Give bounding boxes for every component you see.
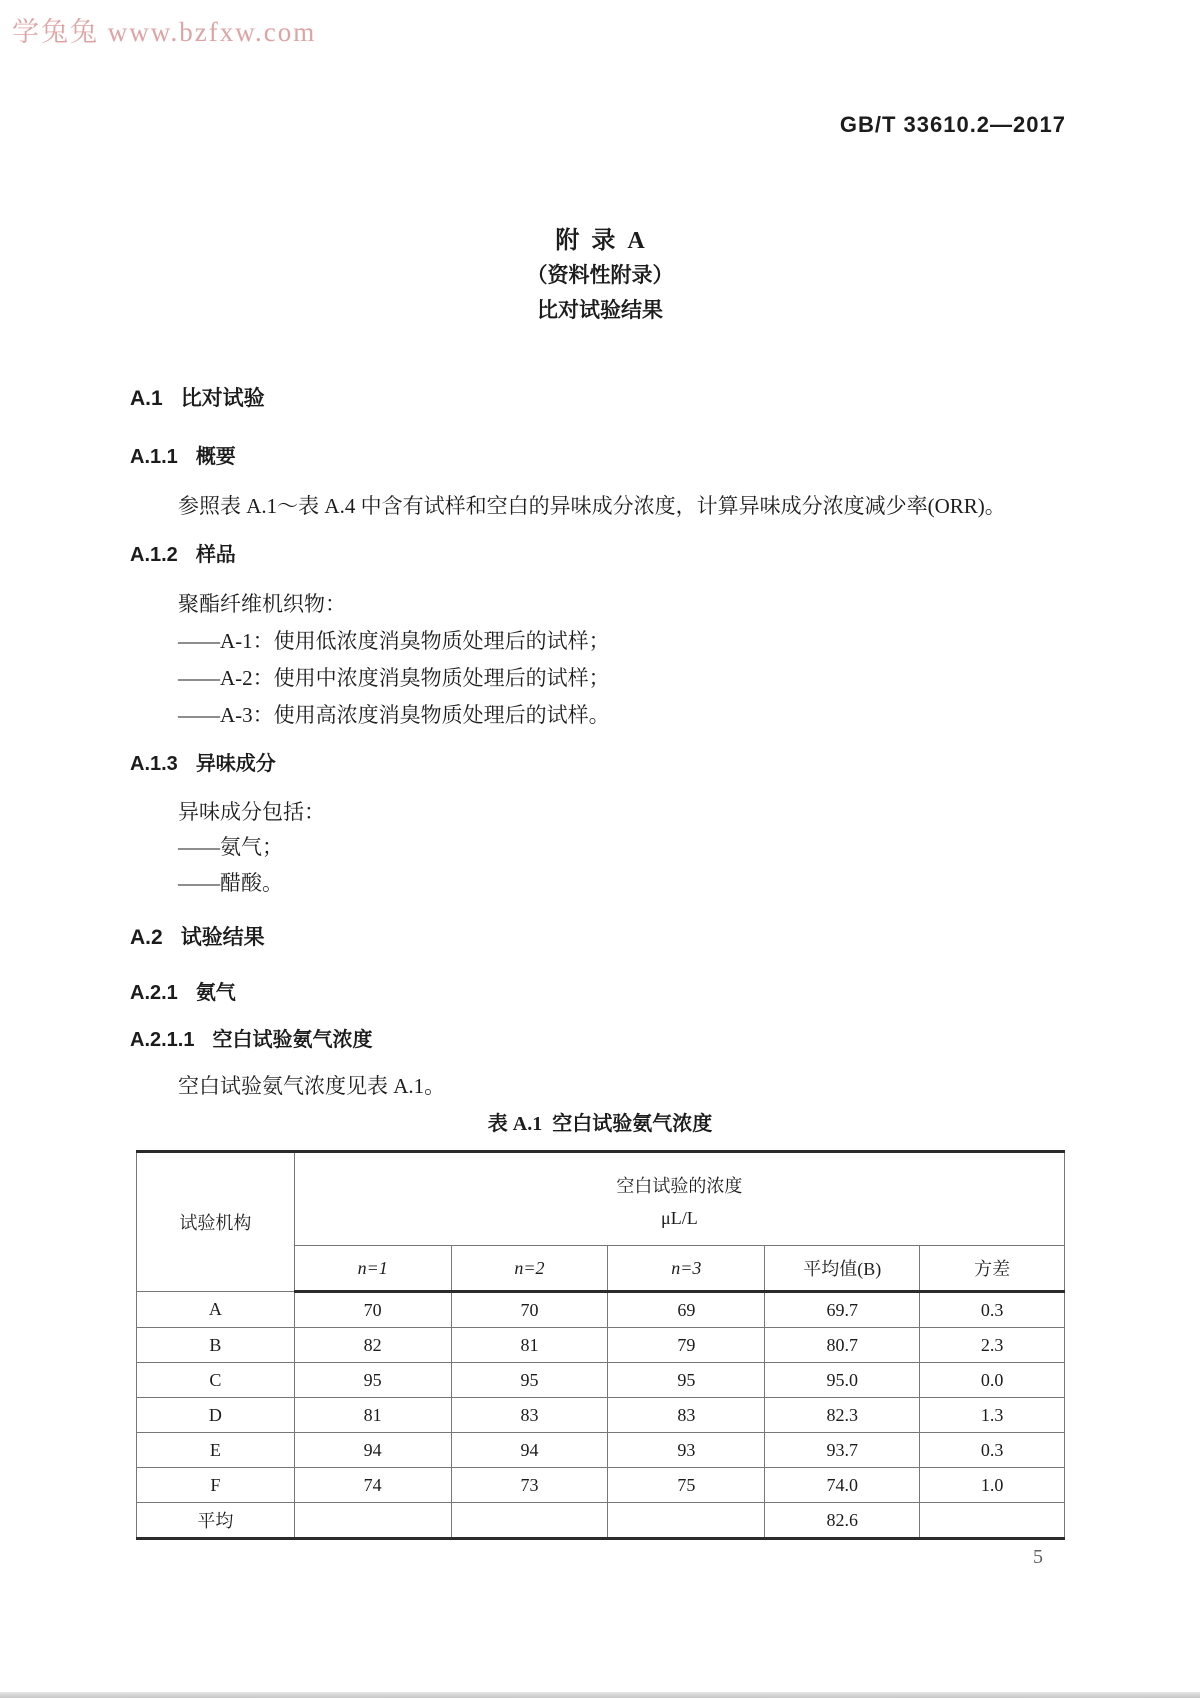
cell-average: 93.7 xyxy=(765,1433,920,1468)
cell-n3: 83 xyxy=(608,1398,765,1433)
cell-n3: 75 xyxy=(608,1468,765,1503)
heading-a11-number: A.1.1 xyxy=(130,446,178,468)
paragraph-a12-intro: 聚酯纤维机织物： xyxy=(178,592,346,616)
cell-org: E xyxy=(137,1433,295,1468)
heading-a13-title: 异味成分 xyxy=(195,753,276,775)
cell-org: B xyxy=(137,1328,295,1363)
group-header-unit: μL/L xyxy=(661,1207,698,1228)
cell-n1 xyxy=(294,1503,451,1539)
table-row xyxy=(137,1328,1065,1363)
column-header-n2: n=2 xyxy=(451,1246,608,1292)
cell-n1: 70 xyxy=(294,1292,451,1328)
cell-n2: 81 xyxy=(451,1328,608,1363)
cell-org: D xyxy=(137,1398,295,1433)
cell-average: 82.6 xyxy=(765,1503,920,1539)
heading-a12 xyxy=(130,538,236,567)
table-row xyxy=(137,1433,1065,1468)
heading-a2-number: A.2 xyxy=(130,926,163,949)
group-header-title: 空白试验的浓度 xyxy=(616,1175,743,1196)
column-header-n3: n=3 xyxy=(608,1246,765,1292)
cell-n3 xyxy=(608,1503,765,1539)
table-caption: 表 A.1 空白试验氨气浓度 xyxy=(487,1113,713,1135)
heading-a211-number: A.2.1.1 xyxy=(130,1029,195,1051)
table-row-average xyxy=(137,1503,1065,1539)
heading-a12-title: 样品 xyxy=(195,544,236,566)
paragraph-a211: 空白试验氨气浓度见表 A.1。 xyxy=(178,1074,446,1098)
table-row xyxy=(137,1468,1065,1503)
heading-a2 xyxy=(130,921,265,951)
cell-n2: 94 xyxy=(451,1433,608,1468)
cell-n1: 94 xyxy=(294,1433,451,1468)
heading-a13 xyxy=(130,747,276,776)
heading-a1 xyxy=(130,382,265,412)
page-number: 5 xyxy=(1033,1546,1043,1568)
watermark: 学兔兔 www.bzfxw.com xyxy=(12,17,317,47)
cell-variance: 0.3 xyxy=(920,1433,1065,1468)
column-header-n1: n=1 xyxy=(294,1246,451,1292)
standard-number: GB/T 33610.2—2017 xyxy=(839,112,1066,137)
heading-a1-title: 比对试验 xyxy=(180,387,265,410)
heading-a21-title: 氨气 xyxy=(195,982,236,1004)
cell-org: A xyxy=(137,1292,295,1328)
list-item: ——A-3：使用高浓度消臭物质处理后的试样。 xyxy=(178,703,610,727)
cell-variance: 0.0 xyxy=(920,1363,1065,1398)
appendix-subject: 比对试验结果 xyxy=(537,298,663,322)
cell-variance: 1.3 xyxy=(920,1398,1065,1433)
cell-variance: 2.3 xyxy=(920,1328,1065,1363)
column-header-org: 试验机构 xyxy=(137,1152,295,1292)
appendix-title: 附 录 A xyxy=(555,228,645,254)
cell-org: 平均 xyxy=(137,1503,295,1539)
list-item: ——氨气； xyxy=(178,835,283,859)
cell-n3: 79 xyxy=(608,1328,765,1363)
cell-average: 69.7 xyxy=(765,1292,920,1328)
heading-a211 xyxy=(130,1023,372,1052)
cell-variance: 0.3 xyxy=(920,1292,1065,1328)
heading-a2-title: 试验结果 xyxy=(180,926,265,949)
blank-test-ammonia-table xyxy=(136,1150,1065,1540)
paragraph-a11: 参照表 A.1～表 A.4 中含有试样和空白的异味成分浓度，计算异味成分浓度减少率(ORR)。 xyxy=(178,494,1006,518)
heading-a1-number: A.1 xyxy=(130,387,163,410)
cell-average: 74.0 xyxy=(765,1468,920,1503)
cell-n1: 82 xyxy=(294,1328,451,1363)
paragraph-a13-intro: 异味成分包括： xyxy=(178,800,325,824)
cell-n2: 83 xyxy=(451,1398,608,1433)
cell-n1: 81 xyxy=(294,1398,451,1433)
cell-org: F xyxy=(137,1468,295,1503)
cell-n3: 69 xyxy=(608,1292,765,1328)
cell-n2: 95 xyxy=(451,1363,608,1398)
heading-a11 xyxy=(130,440,236,469)
cell-n2 xyxy=(451,1503,608,1539)
cell-average: 82.3 xyxy=(765,1398,920,1433)
list-item: ——A-1：使用低浓度消臭物质处理后的试样； xyxy=(178,629,610,653)
list-item: ——醋酸。 xyxy=(178,871,283,895)
heading-a12-number: A.1.2 xyxy=(130,544,178,566)
cell-variance xyxy=(920,1503,1065,1539)
cell-n2: 73 xyxy=(451,1468,608,1503)
cell-n2: 70 xyxy=(451,1292,608,1328)
table-header-row-group xyxy=(137,1152,1065,1246)
cell-n1: 74 xyxy=(294,1468,451,1503)
cell-variance: 1.0 xyxy=(920,1468,1065,1503)
table-row xyxy=(137,1363,1065,1398)
heading-a21 xyxy=(130,976,236,1005)
heading-a211-title: 空白试验氨气浓度 xyxy=(212,1029,373,1051)
table-row xyxy=(137,1292,1065,1328)
heading-a11-title: 概要 xyxy=(195,446,236,468)
column-header-average: 平均值(B) xyxy=(765,1246,920,1292)
cell-org: C xyxy=(137,1363,295,1398)
column-header-variance: 方差 xyxy=(920,1246,1065,1292)
cell-n1: 95 xyxy=(294,1363,451,1398)
cell-average: 80.7 xyxy=(765,1328,920,1363)
list-item: ——A-2：使用中浓度消臭物质处理后的试样； xyxy=(178,666,610,690)
table-row xyxy=(137,1398,1065,1433)
heading-a21-number: A.2.1 xyxy=(130,982,178,1004)
heading-a13-number: A.1.3 xyxy=(130,753,178,775)
cell-n3: 93 xyxy=(608,1433,765,1468)
column-header-group xyxy=(294,1152,1064,1246)
cell-average: 95.0 xyxy=(765,1363,920,1398)
cell-n3: 95 xyxy=(608,1363,765,1398)
scan-edge-strip xyxy=(0,1692,1200,1698)
appendix-subtitle: （资料性附录） xyxy=(526,263,674,287)
